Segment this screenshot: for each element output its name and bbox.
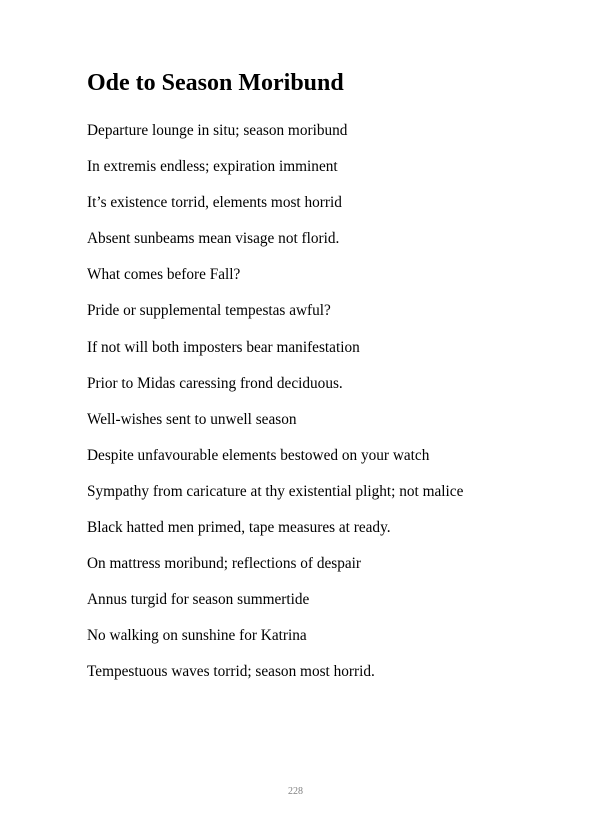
poem-line: If not will both imposters bear manifestation xyxy=(87,338,360,356)
poem-line: What comes before Fall? xyxy=(87,266,241,284)
page-number: 228 xyxy=(288,786,303,797)
poem-line: Prior to Midas caressing frond deciduous. xyxy=(87,374,343,392)
poem-line: On mattress moribund; reflections of despair xyxy=(87,555,361,573)
poem-line: Black hatted men primed, tape measures at ready. xyxy=(87,519,391,537)
poem-title: Ode to Season Moribund xyxy=(87,70,344,96)
poem-body xyxy=(87,120,463,698)
poem-line: Well-wishes sent to unwell season xyxy=(87,410,297,428)
poem-line: In extremis endless; expiration imminent xyxy=(87,158,338,176)
poem-line: Despite unfavourable elements bestowed on your watch xyxy=(87,446,430,464)
poem-line: It’s existence torrid, elements most horrid xyxy=(87,194,342,212)
poem-line: Absent sunbeams mean visage not florid. xyxy=(87,230,340,248)
poem-line: Tempestuous waves torrid; season most horrid. xyxy=(87,663,375,681)
poem-line: Departure lounge in situ; season moribund xyxy=(87,122,348,139)
poem-line: Pride or supplemental tempestas awful? xyxy=(87,302,331,320)
poem-line: Sympathy from caricature at thy existential plight; not malice xyxy=(87,482,464,500)
poem-line: Annus turgid for season summertide xyxy=(87,591,310,609)
poem-line: No walking on sunshine for Katrina xyxy=(87,627,307,645)
